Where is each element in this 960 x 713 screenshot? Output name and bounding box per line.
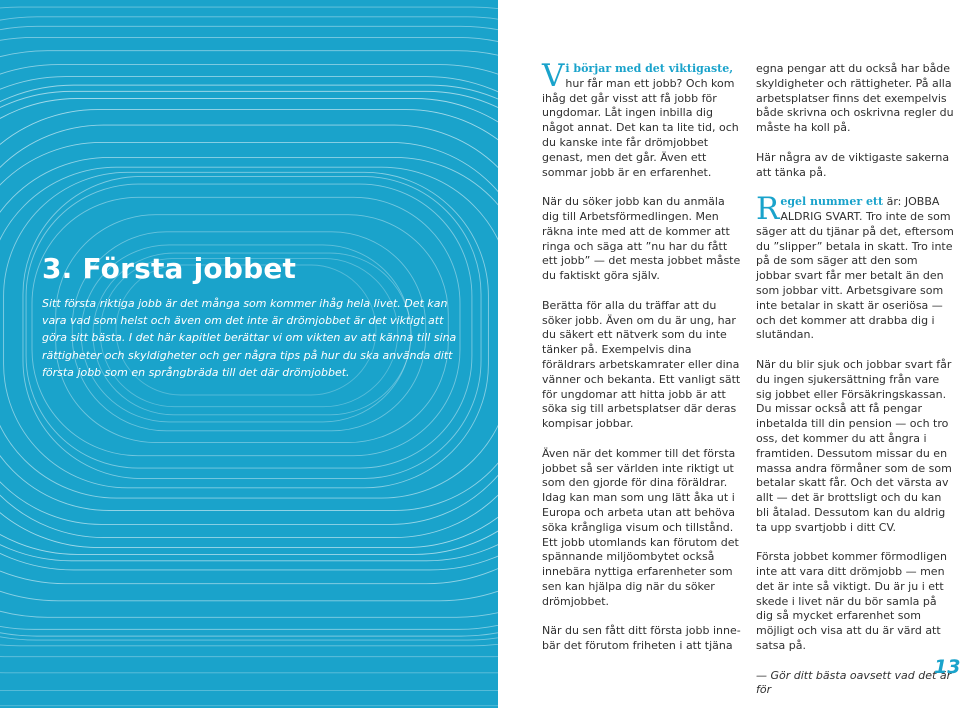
text-column-2	[756, 62, 954, 713]
drop-cap: R	[756, 191, 780, 228]
paragraph-text: är: JOBBA ALDRIG SVART. Tro inte de som säger att du tjänar på det, eftersom du ”slipper” betala in skatt. Tro inte på de som säger att den som jobbar svart får mer betalt än den som jobbar vitt. Arbetsgivare som inte betalar in skatt är oseriösa — och det kommer att drabba dig i slutändan.	[756, 195, 954, 342]
paragraph: När du sen fått ditt första jobb innebär det förutom friheten i att tjäna	[542, 624, 741, 653]
drop-cap: V	[542, 58, 565, 94]
chapter-title: 3. Första jobbet	[42, 252, 297, 285]
paragraph: — Gör ditt bästa oavsett vad det är för	[756, 668, 952, 697]
paragraph: Även när det kommer till det första jobbet så ser världen inte riktigt ut som den gjorde för dina föräldrar. Idag kan man som ung lätt åka ut i Europa och arbeta utan att behöva söka krångliga visum och tillstånd. Ett jobb utomlands kan förutom det spännande miljöombytet också innebära nyttiga erfarenheter som sen kan hjälpa dig när du söker drömjobbet.	[542, 446, 739, 608]
paragraph: Berätta för alla du träffar att du söker jobb. Även om du är ung, har du säkert ett nätverk som du inte tänker på. Exempelvis dina föräldrars arbetskamrater eller dina vänner och bekanta. Ett vanligt sätt för ungdomar att hitta jobb är att söka sig till arbetsplatser där deras kompisar jobbar.	[542, 298, 741, 431]
paragraph: När du blir sjuk och jobbar svart får du ingen sjukersättning från vare sig jobbet eller Försäkringskassan. Du missar också att få pengar inbetalda till din pension — och tro oss, det kommer du att ångra i framtiden. Dessutom missar du en massa andra förmåner som de som betalar skatt får. Och det värsta av allt — det är brottsligt och du kan bli åtalad. Dessutom kan du aldrig ta upp svartjobb i ditt CV.	[756, 357, 952, 534]
paragraph: egna pengar att du också har både skyldigheter och rättigheter. På alla arbetsplatser finns det exempelvis både skrivna och oskrivna regler du måste ha koll på.	[756, 62, 954, 135]
page-number: 13	[934, 656, 960, 678]
text-column-1	[542, 58, 742, 669]
paragraph	[542, 58, 742, 180]
paragraph	[756, 191, 954, 343]
paragraph: Första jobbet kommer förmodligen inte att vara ditt drömjobb — men det är inte så viktigt. Du är ju i ett skede i livet när du bör samla på dig så mycket erfarenhet som möjligt och visa att du är värd att satsa på.	[756, 550, 947, 653]
lead-in: i börjar med det viktigaste,	[565, 62, 734, 75]
lead-in: egel nummer ett	[780, 195, 884, 209]
chapter-intro: Sitt första riktiga jobb är det många som kommer ihåg hela livet. Det kan vara vad som helst och även om det inte är drömjobbet är det viktigt att göra sitt bästa. I det här kapitlet berättar vi om vikten av att känna till sina rättigheter och skyldigheter och ger några tips på hur du ska använda ditt första jobb som en språngbräda till det där drömjobbet.	[42, 297, 457, 379]
paragraph-text: hur får man ett jobb? Och kom ihåg det går visst att få jobb för ungdomar. Låt ingen inbilla dig något annat. Det kan ta lite tid, och du kanske inte får drömjobbet genast, men det går. Även ett sommar jobb är en erfarenhet.	[542, 76, 739, 179]
paragraph: Här några av de viktigaste sakerna att tänka på.	[756, 150, 950, 179]
paragraph: När du söker jobb kan du anmäla dig till Arbetsförmedlingen. Men räkna inte med att de kommer att ringa och säga att ”nu har du fått ett jobb” — det mesta jobbet måste du faktiskt göra själv.	[542, 195, 741, 283]
